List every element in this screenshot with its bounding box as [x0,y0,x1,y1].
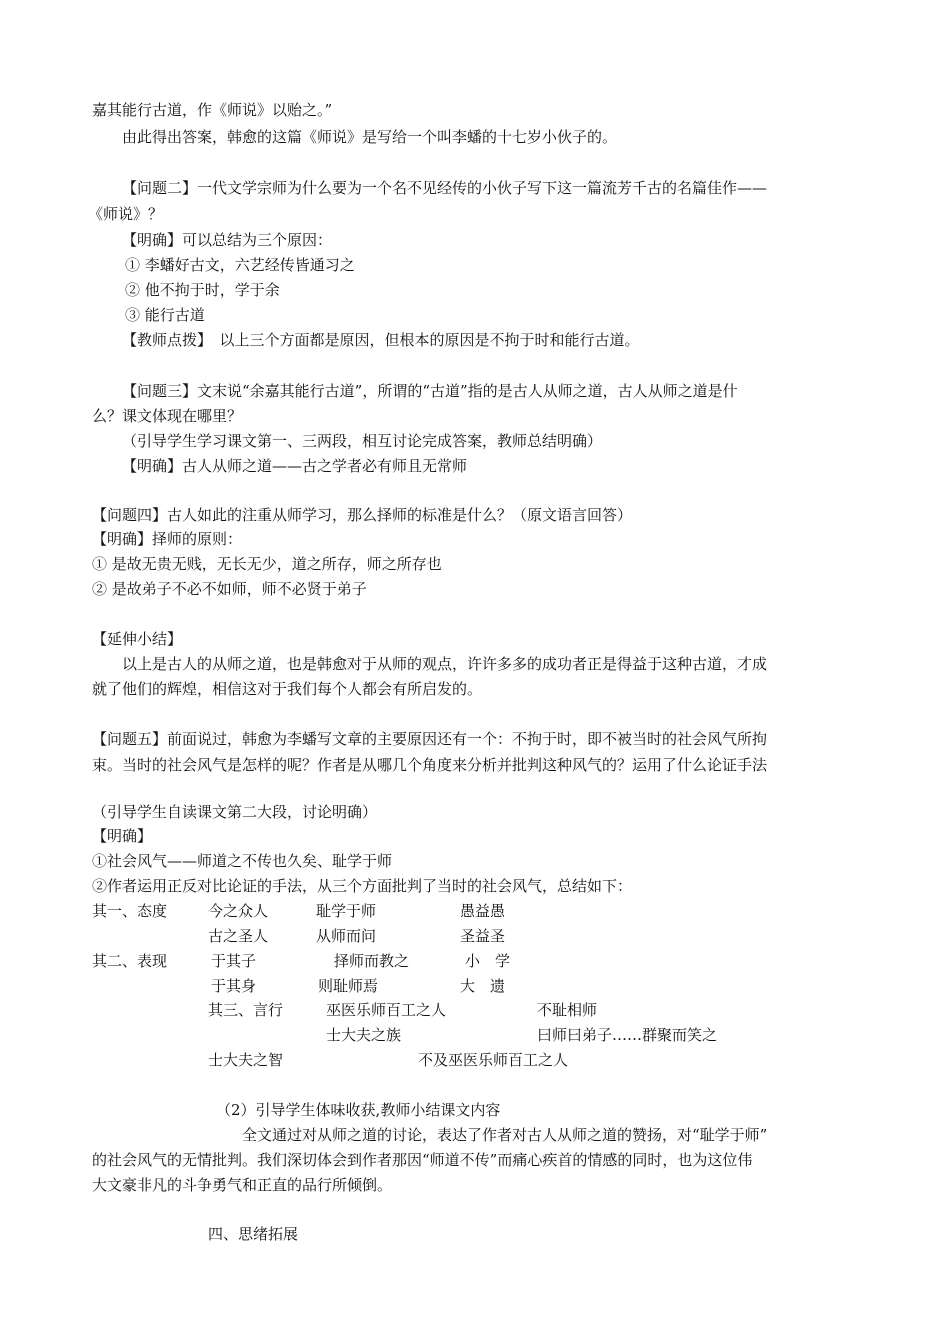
q4-item-1: ① 是故无贵无贱，无长无少，道之所存，师之所存也 [92,555,442,573]
compare-cell: 巫医乐师百工之人 [326,1001,447,1019]
q5-answer: 【明确】 [92,827,153,845]
section-4-heading: 四、思绪拓展 [208,1225,299,1243]
q5-guide: （引导学生自读课文第二大段，讨论明确） [92,803,378,821]
compare-cell: 则耻师焉 [318,977,379,995]
q4-item-2: ② 是故弟子不必不如师，师不必贤于弟子 [92,580,367,598]
q2-teacher-tip: 【教师点拨】 以上三个方面都是原因，但根本的原因是不拘于时和能行古道。 [122,331,640,349]
q2-item-3: ③ 能行古道 [125,306,205,324]
q2-answer: 【明确】可以总结为三个原因： [122,231,333,249]
q2-item-1: ① 李蟠好古文，六艺经传皆通习之 [125,256,355,274]
compare-cell: 小 学 [465,952,511,970]
q2-line-1: 【问题二】一代文学宗师为什么要为一个名不见经传的小伙子写下这一篇流芳千古的名篇佳作—— [122,179,768,197]
compare-cell: 古之圣人 [208,927,269,945]
extension-line-2: 就了他们的辉煌，相信这对于我们每个人都会有所启发的。 [92,680,483,698]
compare-cell: 士大夫之族 [326,1026,402,1044]
compare-cell: 圣益圣 [460,927,506,945]
q3-answer: 【明确】古人从师之道——古之学者必有师且无常师 [122,457,468,475]
summary-guide: （2）引导学生体味收获,教师小结课文内容 [216,1101,501,1119]
compare-aspect-1: 其一、态度 [92,902,168,920]
extension-line-1: 以上是古人的从师之道，也是韩愈对于从师的观点，许许多多的成功者正是得益于这种古道，才成 [122,655,768,673]
intro-line-1: 嘉其能行古道，作《师说》以贻之。” [92,101,333,119]
q3-guide: （引导学生学习课文第一、三两段，相互讨论完成答案，教师总结明确） [122,432,603,450]
compare-cell: 不耻相师 [537,1001,598,1019]
summary-line-3: 大文豪非凡的斗争勇气和正直的品行所倾倒。 [92,1176,393,1194]
compare-cell: 耻学于师 [316,902,377,920]
q4-answer: 【明确】择师的原则： [92,530,243,548]
compare-cell: 大 遗 [460,977,506,995]
q5-point-1: ①社会风气——师道之不传也久矣、耻学于师 [92,852,393,870]
summary-line-2: 的社会风气的无情批判。我们深切体会到作者那因“师道不传”而痛心疾首的情感的同时，也为这位伟 [92,1151,753,1169]
compare-cell: 从师而问 [316,927,377,945]
compare-cell: 择师而教之 [334,952,410,970]
compare-aspect-2: 其二、表现 [92,952,168,970]
q5-line-1: 【问题五】前面说过，韩愈为李蟠写文章的主要原因还有一个：不拘于时，即不被当时的社会风气所拘 [92,730,768,748]
intro-line-2: 由此得出答案，韩愈的这篇《师说》是写给一个叫李蟠的十七岁小伙子的。 [122,128,618,146]
q5-line-2: 束。当时的社会风气是怎样的呢？作者是从哪几个角度来分析并批判这种风气的？运用了什么论证手法 [92,756,768,774]
q3-line-1: 【问题三】文末说“余嘉其能行古道”，所谓的“古道”指的是古人从师之道，古人从师之道是什 [122,382,738,400]
compare-cell: 于其身 [211,977,257,995]
extension-title: 【延伸小结】 [92,630,183,648]
compare-cell: 曰师曰弟子……群聚而笑之 [537,1026,718,1044]
compare-aspect-3: 其三、言行 [208,1001,284,1019]
compare-cell: 不及巫医乐师百工之人 [418,1051,569,1069]
compare-cell: 今之众人 [208,902,269,920]
compare-cell: 于其子 [211,952,257,970]
summary-line-1: 全文通过对从师之道的讨论，表达了作者对古人从师之道的赞扬，对“耻学于师” [242,1126,768,1144]
compare-cell: 士大夫之智 [208,1051,284,1069]
compare-cell: 愚益愚 [460,902,506,920]
q2-line-2: 《师说》？ [88,205,164,223]
q5-point-2: ②作者运用正反对比论证的手法，从三个方面批判了当时的社会风气，总结如下： [92,877,633,895]
q3-line-2: 么？课文体现在哪里？ [92,407,243,425]
q4-line-1: 【问题四】古人如此的注重从师学习，那么择师的标准是什么？（原文语言回答） [92,506,633,524]
q2-item-2: ② 他不拘于时，学于余 [125,281,280,299]
